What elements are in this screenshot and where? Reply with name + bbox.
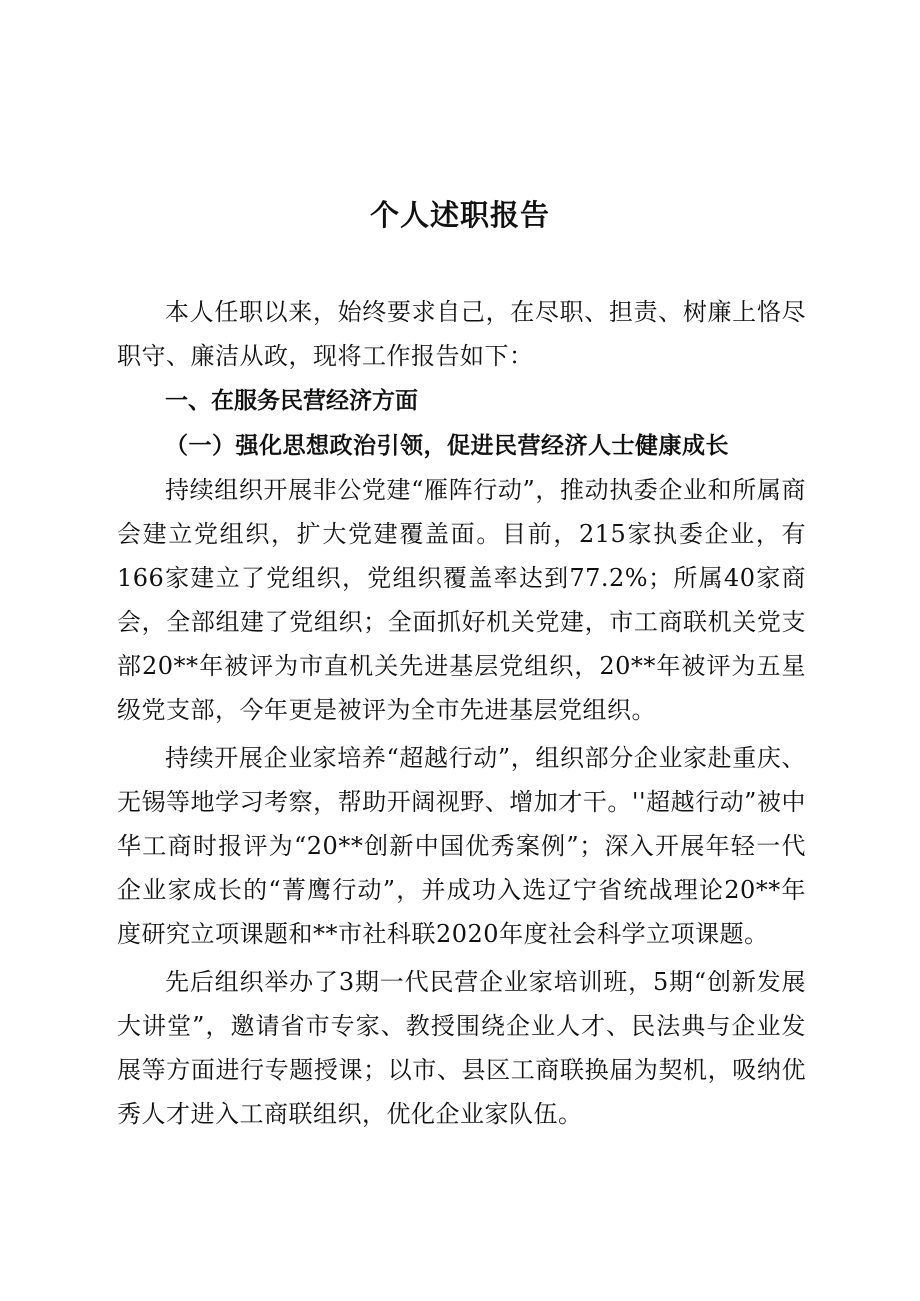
document-title: 个人述职报告 [369,198,550,232]
document-body [117,290,806,1136]
intro-paragraph: 本人任职以来，始终要求自己，在尽职、担责、树廉上恪尽职守、廉洁从政，现将工作报告如下： [117,298,806,370]
body-paragraph-party-building: 持续组织开展非公党建“雁阵行动”，推动执委企业和所属商会建立党组织，扩大党建覆盖面。目前，215家执委企业，有166家建立了党组织，党组织覆盖率达到77.2%；所属40家商会，全部组建了党组织；全面抓好机关党建，市工商联机关党支部20**年被评为市直机关先进基层党组织，20**年被评为五星级党支部，今年更是被评为全市先进基层党组织。 [117,476,806,724]
section-heading: 一、在服务民营经济方面 [165,388,418,414]
body-paragraph-entrepreneur-training: 持续开展企业家培养“超越行动”，组织部分企业家赴重庆、无锡等地学习考察，帮助开阔视野、增加才干。''超越行动”被中华工商时报评为“20**创新中国优秀案例”；深入开展年轻一代企业家成长的“菁鹰行动”，并成功入选辽宁省统战理论20**年度研究立项课题和**市社科联2020年度社会科学立项课题。 [117,744,806,948]
subsection-heading: （一）强化思想政治引领，促进民营经济人士健康成长 [165,432,729,459]
body-paragraph-training-classes: 先后组织举办了3期一代民营企业家培训班，5期“创新发展大讲堂”，邀请省市专家、教授围绕企业人才、民法典与企业发展等方面进行专题授课；以市、县区工商联换届为契机，吸纳优秀人才进入工商联组织，优化企业家队伍。 [117,968,806,1128]
